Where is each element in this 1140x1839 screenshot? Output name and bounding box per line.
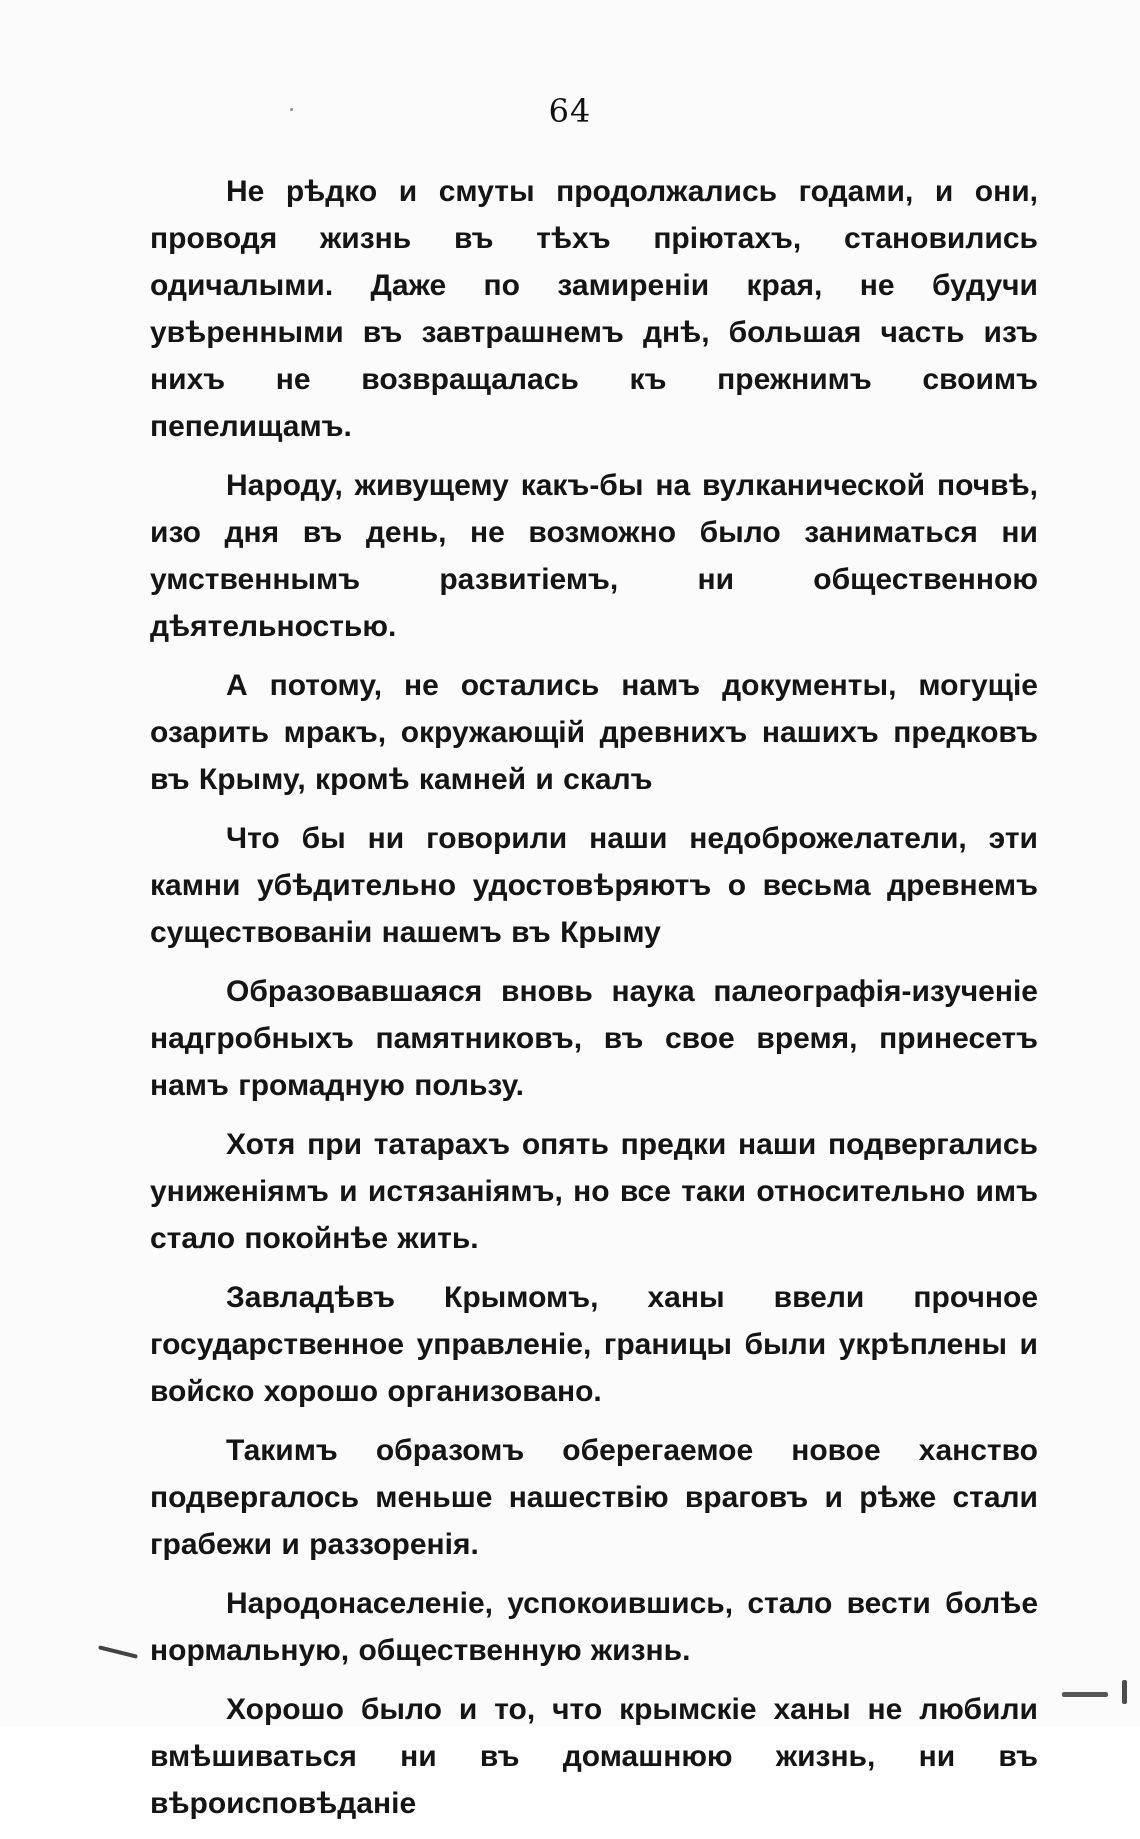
paragraph-5: Образовавшаяся вновь наука палеографія-изученіе надгробныхъ памятниковъ, въ свое время, принесетъ намъ громадную пользу. [150, 975, 1038, 1102]
paragraph-7: Завладѣвъ Крымомъ, ханы ввели прочное государственное управленіе, границы были укрѣплены и войско хорошо организовано. [150, 1281, 1038, 1408]
scan-mark-right [1062, 1692, 1108, 1697]
paragraph-1: Не рѣдко и смуты продолжались годами, и они, проводя жизнь въ тѣхъ пріютахъ, становились одичалыми. Даже по замиреніи края, не будучи увѣренными въ завтрашнемъ днѣ, большая часть изъ нихъ не возвращалась къ прежнимъ своимъ пепелищамъ. [150, 175, 1038, 443]
paragraph-8: Такимъ образомъ оберегаемое новое ханство подвергалось меньше нашествію враговъ и рѣже стали грабежи и раззоренія. [150, 1434, 1038, 1561]
paragraph-3: А потому, не остались намъ документы, могущіе озарить мракъ, окружающій древнихъ нашихъ предковъ въ Крыму, кромѣ камней и скалъ [150, 669, 1038, 796]
page-body-text [150, 168, 1038, 1839]
paragraph-9: Народонаселеніе, успокоившись, стало вести болѣе нормальную, общественную жизнь. [150, 1587, 1038, 1667]
paragraph-6: Хотя при татарахъ опять предки наши подвергались униженіямъ и истязаніямъ, но все таки относительно имъ стало покойнѣе жить. [150, 1128, 1038, 1255]
paragraph-2: Народу, живущему какъ-бы на вулканической почвѣ, изо дня въ день, не возможно было заниматься ни умственнымъ развитіемъ, ни общественною дѣятельностью. [150, 469, 1038, 643]
scan-mark-left [98, 1645, 138, 1659]
scan-mark-edge [1122, 1680, 1127, 1704]
paragraph-4: Что бы ни говорили наши недоброжелатели, эти камни убѣдительно удостовѣряютъ о весьма древнемъ существованіи нашемъ въ Крыму [150, 822, 1038, 949]
page-number: 64 [548, 92, 592, 130]
scan-speck [290, 108, 293, 111]
paragraph-10: Хорошо было и то, что крымскіе ханы не любили вмѣшиваться ни въ домашнюю жизнь, ни въ вѣроисповѣданіе [150, 1693, 1038, 1820]
